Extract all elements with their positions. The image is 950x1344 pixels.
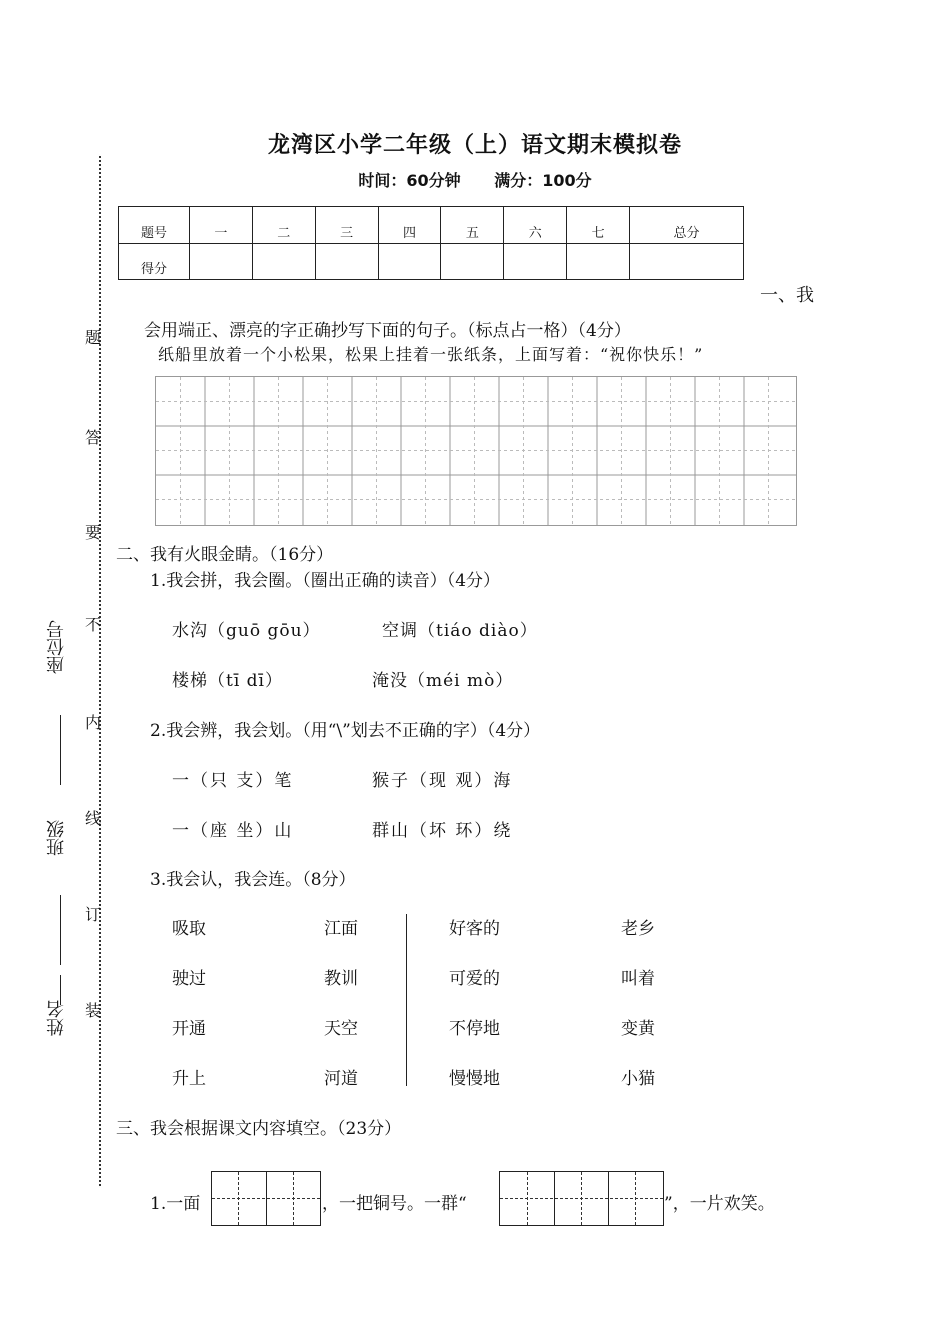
score-col-total: 总分 — [630, 207, 744, 244]
score-col-2: 二 — [252, 207, 315, 244]
exam-time: 时间：60分钟 — [358, 171, 461, 190]
seat-number-label: 座位号 — [46, 620, 67, 674]
section1-sentence: 纸船里放着一个小松果，松果上挂着一张纸条，上面写着：“祝你快乐！” — [158, 345, 704, 364]
q3-col2-item[interactable]: 天空 — [324, 1019, 358, 1039]
grid-guide — [238, 1172, 239, 1225]
copy-grid-lines — [156, 377, 796, 525]
binding-char: 装 — [84, 1001, 101, 1020]
binding-char: 不 — [84, 615, 101, 634]
q3-col3-item[interactable]: 可爱的 — [449, 969, 500, 989]
section1-heading: 一、我 — [760, 285, 814, 306]
q3-col2-item[interactable]: 江面 — [324, 919, 358, 939]
binding-char: 线 — [84, 809, 101, 828]
score-col-label: 题号 — [119, 207, 190, 244]
score-col-4: 四 — [378, 207, 441, 244]
q3-divider — [406, 914, 407, 1086]
q3-col4-item[interactable]: 老乡 — [621, 919, 655, 939]
q1-item: 空调（tiáo diào） — [382, 621, 538, 641]
q2-item: 一（座 坐）山 — [172, 821, 294, 841]
class-label: 班级 — [46, 820, 67, 856]
q1-title: 1.我会拼，我会圈。（圈出正确的读音）（4分） — [150, 571, 501, 591]
q3-col2-item[interactable]: 教训 — [324, 969, 358, 989]
score-cell[interactable] — [378, 243, 441, 280]
binding-char: 答 — [84, 428, 101, 447]
grid-cell-line — [608, 1172, 609, 1225]
q3-title: 3.我会认，我会连。（8分） — [150, 870, 356, 890]
score-col-6: 六 — [504, 207, 567, 244]
s3-q1-mid: ，一把铜号。一群“ — [322, 1194, 467, 1214]
section3-heading: 三、我会根据课文内容填空。（23分） — [116, 1119, 402, 1139]
score-col-3: 三 — [315, 207, 378, 244]
name-label: 姓名 — [46, 1000, 67, 1036]
score-cell[interactable] — [315, 243, 378, 280]
binding-char: 内 — [84, 713, 101, 732]
q3-col1-item[interactable]: 升上 — [172, 1069, 206, 1089]
s3-q1-blank-1[interactable] — [211, 1171, 321, 1226]
q3-col1-item[interactable]: 吸取 — [172, 919, 206, 939]
q3-col3-item[interactable]: 好客的 — [449, 919, 500, 939]
name-underline[interactable] — [60, 895, 61, 965]
q2-item: 一（只 支）笔 — [172, 771, 294, 791]
q1-item: 水沟（guō gōu） — [172, 621, 321, 641]
q3-col1-item[interactable]: 开通 — [172, 1019, 206, 1039]
binding-char: 订 — [84, 905, 101, 924]
s3-q1-prefix: 1.一面 — [150, 1194, 201, 1214]
exam-title: 龙湾区小学二年级（上）语文期末模拟卷 — [267, 133, 682, 158]
name-underline-extra — [60, 975, 61, 1005]
q3-col3-item[interactable]: 慢慢地 — [449, 1069, 500, 1089]
score-cell[interactable] — [504, 243, 567, 280]
q1-item: 淹没（méi mò） — [372, 671, 514, 691]
grid-guide — [293, 1172, 294, 1225]
q2-item: 猴子（现 观）海 — [372, 771, 513, 791]
score-col-7: 七 — [567, 207, 630, 244]
section1-instruction: 会用端正、漂亮的字正确抄写下面的句子。（标点占一格）（4分） — [144, 321, 631, 341]
s3-q1-blank-2[interactable] — [499, 1171, 664, 1226]
exam-full-score: 满分：100分 — [494, 171, 592, 190]
section2-heading: 二、我有火眼金睛。（16分） — [116, 545, 334, 565]
grid-cell-line — [266, 1172, 267, 1225]
q3-col4-item[interactable]: 叫着 — [621, 969, 655, 989]
score-cell[interactable] — [252, 243, 315, 280]
score-cell[interactable] — [567, 243, 630, 280]
score-col-1: 一 — [190, 207, 253, 244]
score-table — [118, 206, 744, 280]
grid-guide — [527, 1172, 528, 1225]
score-col-5: 五 — [441, 207, 504, 244]
score-cell[interactable] — [441, 243, 504, 280]
q3-col2-item[interactable]: 河道 — [324, 1069, 358, 1089]
score-cell[interactable] — [190, 243, 253, 280]
score-row-label: 得分 — [119, 243, 190, 280]
exam-subtitle — [0, 168, 950, 191]
s3-q1-end: ”，一片欢笑。 — [664, 1194, 775, 1214]
grid-guide — [635, 1172, 636, 1225]
binding-char: 要 — [84, 523, 101, 542]
binding-char: 题 — [84, 328, 101, 347]
q3-col4-item[interactable]: 小猫 — [621, 1069, 655, 1089]
score-table-header-row — [119, 207, 744, 244]
q1-item: 楼梯（tī dī） — [172, 671, 283, 691]
score-table-score-row — [119, 243, 744, 280]
q3-col3-item[interactable]: 不停地 — [449, 1019, 500, 1039]
q2-item: 群山（坏 环）绕 — [372, 821, 513, 841]
q3-col4-item[interactable]: 变黄 — [621, 1019, 655, 1039]
binding-dotted-line — [99, 156, 101, 1186]
grid-guide — [581, 1172, 582, 1225]
copy-writing-grid[interactable] — [155, 376, 797, 526]
grid-cell-line — [554, 1172, 555, 1225]
q3-col1-item[interactable]: 驶过 — [172, 969, 206, 989]
class-underline[interactable] — [60, 715, 61, 785]
score-cell[interactable] — [630, 243, 744, 280]
q2-title: 2.我会辨，我会划。（用“\”划去不正确的字）（4分） — [150, 721, 541, 741]
